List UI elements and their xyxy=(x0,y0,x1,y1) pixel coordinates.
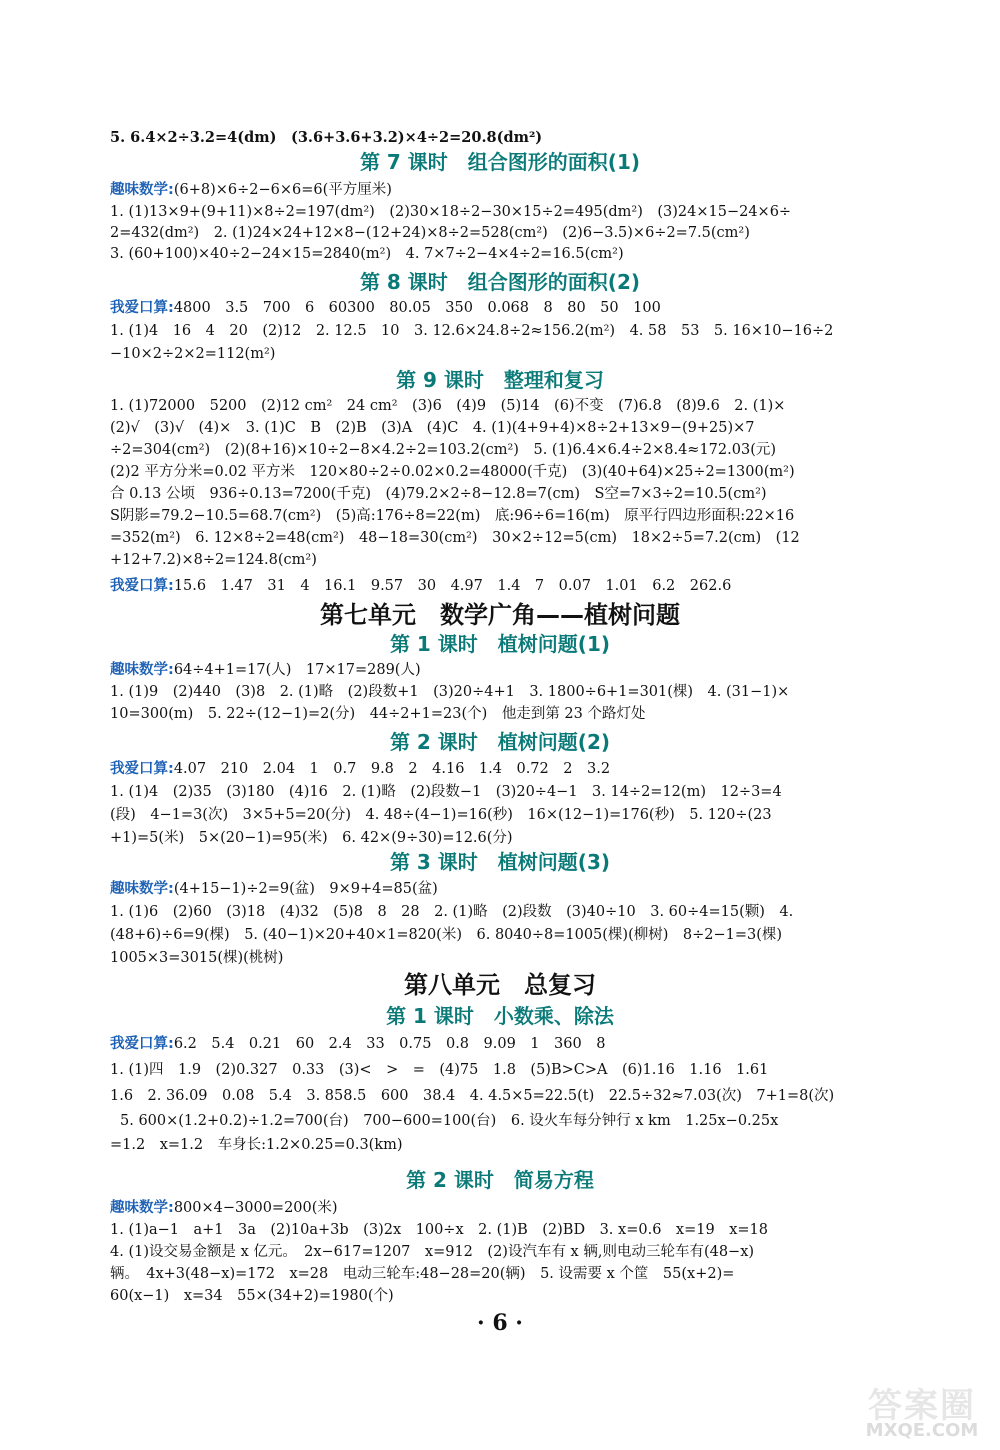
text-line: 4. (1)设交易金额是 x 亿元。 2x−617=1207 x=912 (2)设汽车有 x 辆,则电动三轮车有(48−x) xyxy=(110,1244,755,1260)
lesson-title-7: 第 7 课时 组合图形的面积(1) xyxy=(359,150,641,174)
text-line: 1.6 2. 36.09 0.08 5.4 3. 858.5 600 38.4 4. 4.5×5=22.5(t) 22.5÷32≈7.03(次) 7+1=8(次) xyxy=(110,1088,835,1104)
section-label: 趣味数学: xyxy=(110,1200,174,1216)
text-line: (段) 4−1=3(次) 3×5+5=20(分) 4. 48÷(4−1)=16(秒) 16×(12−1)=176(秒) 5. 120÷(23 xyxy=(110,807,772,823)
text-line: 64÷4+1=17(人) 17×17=289(人) xyxy=(173,662,421,678)
text-block xyxy=(110,879,910,968)
section-label: 趣味数学: xyxy=(110,182,174,198)
text-line: (48+6)÷6=9(棵) 5. (40−1)×20+40×1=820(米) 6. 8040÷8=1005(棵)(柳树) 8÷2−1=3(棵) xyxy=(110,927,783,943)
text-line: 1. (1)4 (2)35 (3)180 (4)16 2. (1)略 (2)段数−1 (3)20÷4−1 3. 14÷2=12(m) 12÷3=4 xyxy=(110,784,782,800)
text-block xyxy=(110,298,910,364)
text-block xyxy=(110,576,910,596)
text-line: 1005×3=3015(棵)(桃树) xyxy=(110,950,284,966)
lesson-title-7-3: 第 3 课时 植树问题(3) xyxy=(389,850,611,874)
lesson-title-8-1: 第 1 课时 小数乘、除法 xyxy=(386,1004,614,1028)
section-label: 趣味数学: xyxy=(110,662,174,678)
text-line: 1. (1)四 1.9 (2)0.327 0.33 (3)< > = (4)75 1.8 (5)B>C>A (6)1.16 1.16 1.61 xyxy=(110,1062,769,1078)
text-line: 2=432(dm²) 2. (1)24×24+12×8−(12+24)×8÷2=528(cm²) (2)6−3.5)×6÷2=7.5(cm²) xyxy=(110,225,750,241)
text-line: =1.2 x=1.2 车身长:1.2×0.25=0.3(km) xyxy=(110,1137,403,1153)
text-line: +12+7.2)×8÷2=124.8(cm²) xyxy=(110,552,317,568)
text-block xyxy=(110,1034,910,1155)
text-line: 1. (1)a−1 a+1 3a (2)10a+3b (3)2x 100÷x 2. (1)B (2)BD 3. x=0.6 x=19 x=18 xyxy=(110,1222,768,1238)
text-block xyxy=(110,759,910,848)
text-line: +1)=5(米) 5×(20−1)=95(米) 6. 42×(9÷30)=12.6(分) xyxy=(110,830,513,846)
text-line: 4.07 210 2.04 1 0.7 9.8 2 4.16 1.4 0.72 2 3.2 xyxy=(173,761,611,777)
text-block xyxy=(110,180,910,264)
text-line: 1. (1)9 (2)440 (3)8 2. (1)略 (2)段数+1 (3)20÷4+1 3. 1800÷6+1=301(棵) 4. (31−1)× xyxy=(110,684,790,700)
text-line: 1. (1)6 (2)60 (3)18 (4)32 (5)8 8 28 2. (1)略 (2)段数 (3)40÷10 3. 60÷4=15(颗) 4. xyxy=(110,904,794,920)
unit-title-8: 第八单元 总复习 xyxy=(404,971,596,999)
text-block xyxy=(110,1198,910,1306)
text-line: 合 0.13 公顷 936÷0.13=7200(千克) (4)79.2×2÷8−12.8=7(cm) S空=7×3÷2=10.5(cm²) xyxy=(110,486,767,502)
watermark-logo xyxy=(852,1378,992,1442)
lesson-title-8-2: 第 2 课时 简易方程 xyxy=(406,1168,594,1192)
text-line: S阴影=79.2−10.5=68.7(cm²) (5)高:176÷8=22(m) 底:96÷6=16(m) 原平行四边形面积:22×16 xyxy=(110,508,795,524)
text-line: =352(m²) 6. 12×8÷2=48(cm²) 48−18=30(cm²) 30×2÷12=5(cm) 18×2÷5=7.2(cm) (12 xyxy=(110,530,800,546)
lesson-title-7-1: 第 1 课时 植树问题(1) xyxy=(389,632,611,656)
text-block xyxy=(110,128,910,148)
section-label: 我爱口算: xyxy=(110,1036,174,1052)
text-line: 3. (60+100)×40÷2−24×15=2840(m²) 4. 7×7÷2−4×4÷2=16.5(cm²) xyxy=(110,246,624,262)
text-line: ÷2=304(cm²) (2)(8+16)×10÷2−8×4.2÷2=103.2(cm²) 5. (1)6.4×6.4÷2×8.4≈172.03(元) xyxy=(110,442,777,458)
text-line: 6.2 5.4 0.21 60 2.4 33 0.75 0.8 9.09 1 360 8 xyxy=(173,1036,606,1052)
lesson-title-8: 第 8 课时 组合图形的面积(2) xyxy=(359,270,641,294)
text-line: (6+8)×6÷2−6×6=6(平方厘米) xyxy=(173,182,392,198)
text-line: −10×2÷2×2=112(m²) xyxy=(110,346,276,362)
lesson-title-9: 第 9 课时 整理和复习 xyxy=(396,368,604,392)
text-line: (2)√ (3)√ (4)× 3. (1)C B (2)B (3)A (4)C 4. (1)(4+9+4)×8÷2+13×9−(9+25)×7 xyxy=(110,420,755,436)
section-label: 趣味数学: xyxy=(110,881,174,897)
text-line: 1. (1)4 16 4 20 (2)12 2. 12.5 10 3. 12.6×24.8÷2≈156.2(m²) 4. 58 53 5. 16×10−16÷2 xyxy=(110,323,834,339)
watermark-cn: 答案圈 xyxy=(868,1386,976,1426)
text-line: 60(x−1) x=34 55×(34+2)=1980(个) xyxy=(110,1288,394,1304)
section-label: 我爱口算: xyxy=(110,578,174,594)
text-line: (2)2 平方分米=0.02 平方米 120×80÷2÷0.02×0.2=48000(千克) (3)(40+64)×25÷2=1300(m²) xyxy=(110,464,795,480)
text-line: 1. (1)13×9+(9+11)×8÷2=197(dm²) (2)30×18÷2−30×15÷2=495(dm²) (3)24×15−24×6÷ xyxy=(110,204,792,220)
text-line: 辆。 4x+3(48−x)=172 x=28 电动三轮车:48−28=20(辆) 5. 设需要 x 个筐 55(x+2)= xyxy=(110,1266,735,1282)
text-line: 5. 6.4×2÷3.2=4(dm) (3.6+3.6+3.2)×4÷2=20.8(dm²) xyxy=(110,129,543,146)
section-label: 我爱口算: xyxy=(110,300,174,316)
text-line: 4800 3.5 700 6 60300 80.05 350 0.068 8 80 50 100 xyxy=(173,300,661,316)
text-block xyxy=(110,660,910,724)
text-line: 800×4−3000=200(米) xyxy=(173,1200,338,1216)
lesson-title-7-2: 第 2 课时 植树问题(2) xyxy=(389,730,611,754)
text-line: 5. 600×(1.2+0.2)÷1.2=700(台) 700−600=100(台) 6. 设火车每分钟行 x km 1.25x−0.25x xyxy=(120,1113,779,1129)
watermark-en: MXQE.COM xyxy=(865,1420,979,1441)
text-line: 10=300(m) 5. 22÷(12−1)=2(分) 44÷2+1=23(个) 他走到第 23 个路灯处 xyxy=(110,706,646,722)
text-line: 1. (1)72000 5200 (2)12 cm² 24 cm² (3)6 (4)9 (5)14 (6)不变 (7)6.8 (8)9.6 2. (1)× xyxy=(110,398,786,414)
text-block xyxy=(110,396,910,570)
text-line: (4+15−1)÷2=9(盆) 9×9+4=85(盆) xyxy=(173,881,438,897)
section-label: 我爱口算: xyxy=(110,761,174,777)
page-number: · 6 · xyxy=(477,1310,523,1336)
text-line: 15.6 1.47 31 4 16.1 9.57 30 4.97 1.4 7 0.07 1.01 6.2 262.6 xyxy=(173,578,732,594)
unit-title-7: 第七单元 数学广角——植树问题 xyxy=(320,601,680,629)
